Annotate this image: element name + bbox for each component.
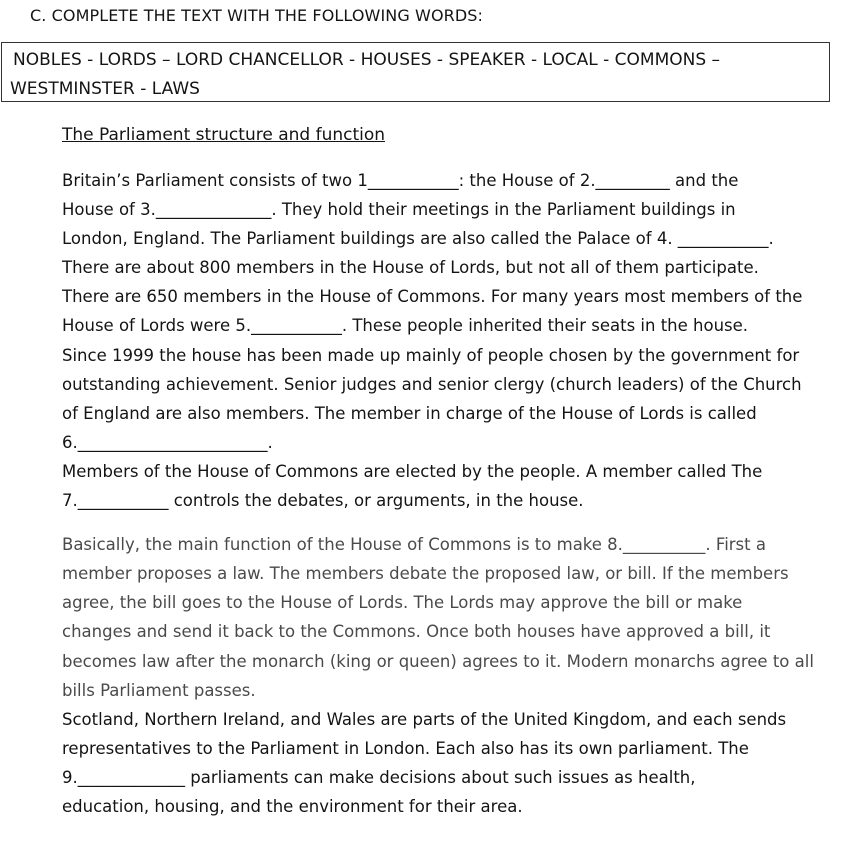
text-line: agree, the bill goes to the House of Lords. The Lords may approve the bill or make: [62, 593, 743, 613]
word-bank-line: WESTMINSTER - LAWS: [10, 79, 200, 99]
text-line: Members of the House of Commons are elected by the people. A member called The: [62, 461, 763, 481]
text-line: bills Parliament passes.: [62, 680, 256, 700]
text-line: There are about 800 members in the House of Lords, but not all of them participate.: [62, 258, 759, 278]
text-line: Scotland, Northern Ireland, and Wales are parts of the United Kingdom, and each sends: [62, 709, 787, 729]
text-line: 7.___________ controls the debates, or arguments, in the house.: [62, 491, 584, 511]
text-line: Since 1999 the house has been made up mainly of people chosen by the government for: [62, 345, 800, 365]
text-line: member proposes a law. The members debate the proposed law, or bill. If the members: [62, 564, 789, 584]
text-line: outstanding achievement. Senior judges and senior clergy (church leaders) of the Church: [62, 374, 802, 394]
text-line: becomes law after the monarch (king or queen) agrees to it. Modern monarchs agree to all: [62, 651, 814, 671]
paragraph-function: [62, 530, 832, 705]
text-line: Britain’s Parliament consists of two 1___________: the House of 2._________ and the: [62, 171, 739, 190]
paragraph-regional: [62, 705, 832, 821]
exercise-heading: C. COMPLETE THE TEXT WITH THE FOLLOWING WORDS:: [30, 6, 484, 25]
text-line: changes and send it back to the Commons. Once both houses have approved a bill, it: [62, 622, 771, 642]
article-body: [62, 121, 832, 821]
text-line: House of Lords were 5.___________. These people inherited their seats in the house.: [62, 316, 749, 336]
text-line: education, housing, and the environment for their area.: [62, 796, 523, 816]
text-line: 6._______________________.: [62, 432, 273, 452]
paragraph-structure: [62, 166, 832, 515]
text-line: Basically, the main function of the House of Commons is to make 8.__________. First a: [62, 535, 766, 555]
text-line: of England are also members. The member in charge of the House of Lords is called: [62, 403, 757, 423]
text-line: There are 650 members in the House of Commons. For many years most members of the: [62, 287, 803, 307]
text-line: representatives to the Parliament in London. Each also has its own parliament. The: [62, 738, 749, 758]
text-line: House of 3.______________. They hold their meetings in the Parliament buildings in: [62, 200, 736, 220]
word-bank-box: [1, 42, 830, 102]
word-bank-line: NOBLES - LORDS – LORD CHANCELLOR - HOUSES - SPEAKER - LOCAL - COMMONS –: [13, 50, 721, 70]
article-title: The Parliament structure and function: [62, 125, 386, 145]
text-line: London, England. The Parliament buildings are also called the Palace of 4. ___________.: [62, 229, 774, 249]
text-line: 9._____________ parliaments can make decisions about such issues as health,: [62, 767, 696, 787]
